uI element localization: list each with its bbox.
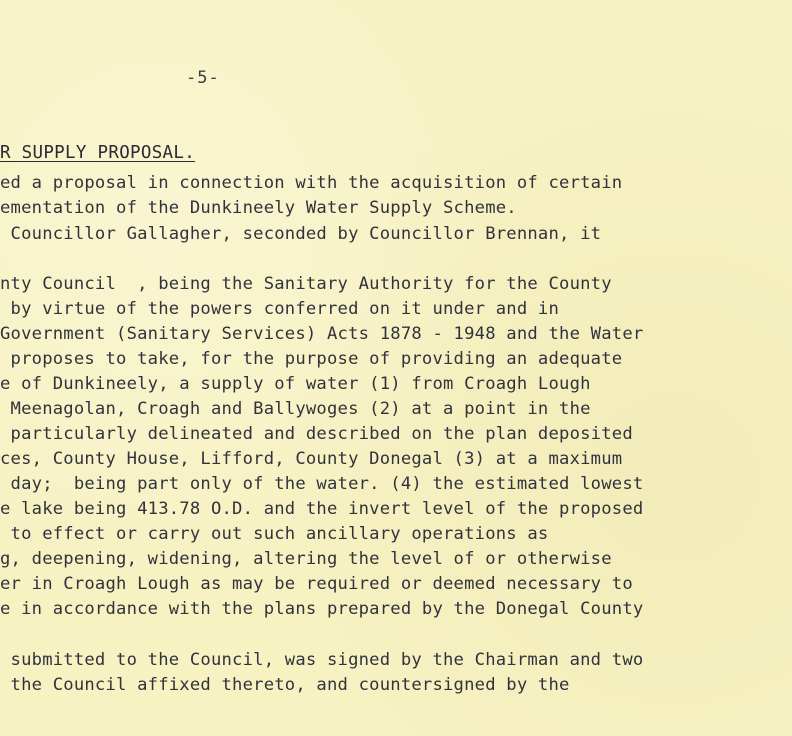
body-line: e in accordance with the plans prepared by the Donegal County <box>0 599 644 619</box>
body-line: g, deepening, widening, altering the level of or otherwise <box>0 549 612 569</box>
body-line: Government (Sanitary Services) Acts 1878 - 1948 and the Water <box>0 324 644 344</box>
body-line: proposes to take, for the purpose of providing an adequate <box>0 349 623 369</box>
body-line: ces, County House, Lifford, County Donegal (3) at a maximum <box>0 449 623 469</box>
body-line: Meenagolan, Croagh and Ballywoges (2) at a point in the <box>0 399 591 419</box>
body-line: Councillor Gallagher, seconded by Councillor Brennan, it <box>0 224 602 244</box>
body-line: nty Council , being the Sanitary Authority for the County <box>0 274 612 294</box>
body-line: e of Dunkineely, a supply of water (1) from Croagh Lough <box>0 374 591 394</box>
body-line: particularly delineated and described on the plan deposited <box>0 424 633 444</box>
body-line: ed a proposal in connection with the acquisition of certain <box>0 173 623 193</box>
body-line: to effect or carry out such ancillary operations as <box>0 524 549 544</box>
body-line: by virtue of the powers conferred on it under and in <box>0 299 560 319</box>
body-line: submitted to the Council, was signed by the Chairman and two <box>0 650 644 670</box>
body-line: ementation of the Dunkineely Water Supply Scheme. <box>0 198 517 218</box>
body-line: the Council affixed thereto, and countersigned by the <box>0 675 570 695</box>
body-line: day; being part only of the water. (4) the estimated lowest <box>0 474 644 494</box>
body-line: e lake being 413.78 O.D. and the invert level of the proposed <box>0 499 644 519</box>
section-heading: R SUPPLY PROPOSAL. <box>0 143 196 163</box>
body-line: er in Croagh Lough as may be required or deemed necessary to <box>0 574 633 594</box>
page-number: -5- <box>186 68 220 88</box>
